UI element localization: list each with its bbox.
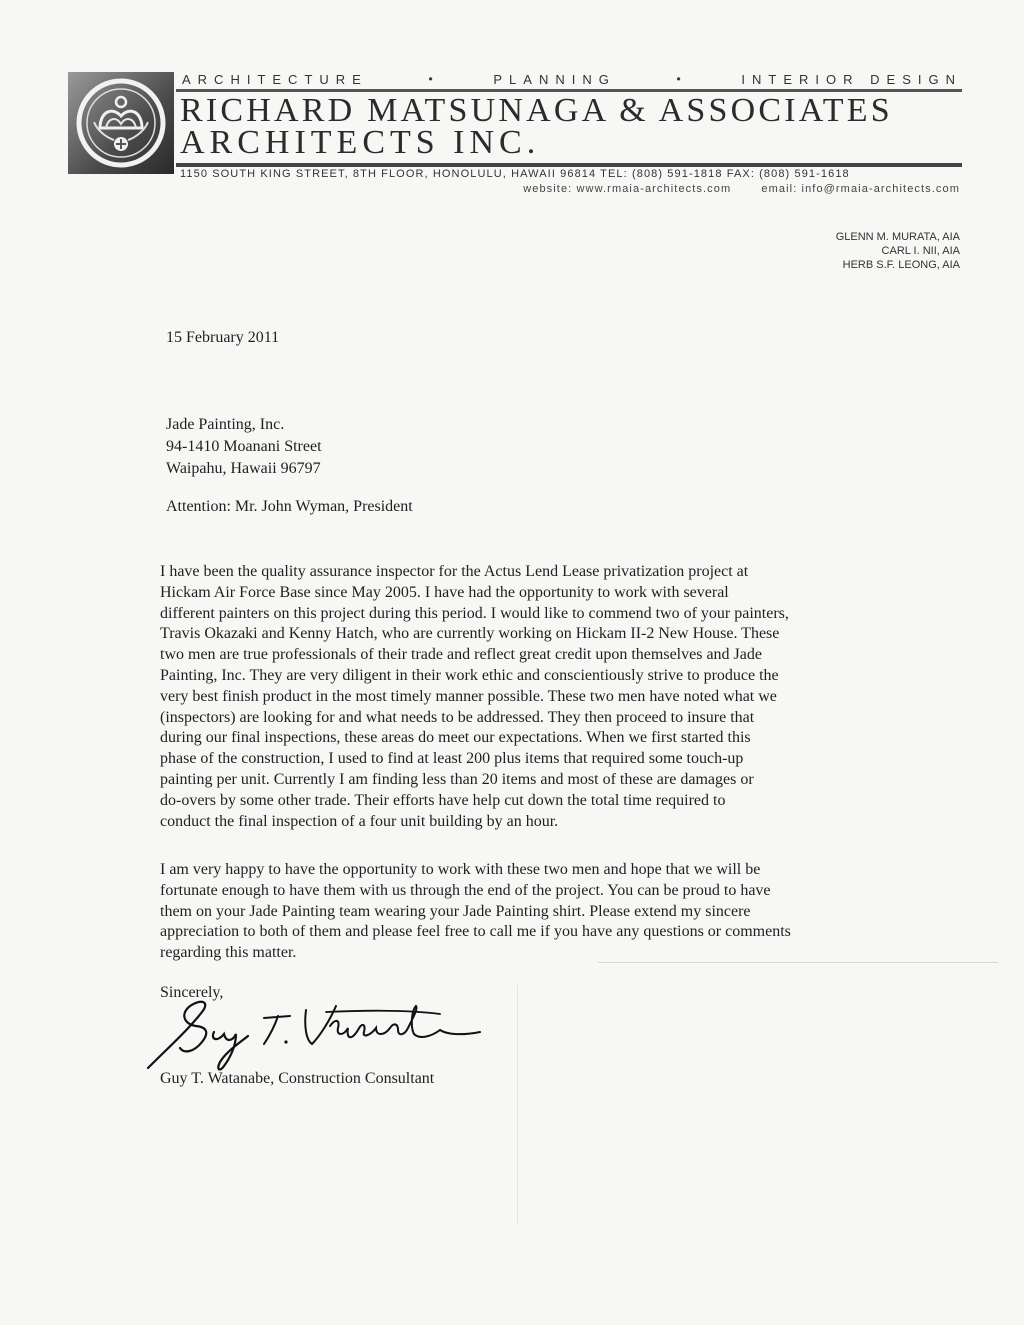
paragraph-line: Painting, Inc. They are very diligent in their work ethic and conscientiously strive to produce the — [160, 666, 779, 684]
paragraph-line: Travis Okazaki and Kenny Hatch, who are currently working on Hickam II-2 New House. These — [160, 625, 780, 643]
recipient-address — [166, 414, 322, 480]
crest-logo-icon — [68, 72, 174, 174]
paragraph-line: regarding this matter. — [160, 944, 297, 962]
paragraph-line: I have been the quality assurance inspector for the Actus Lend Lease privatization project at — [160, 563, 749, 580]
paragraph-line: very best finish product in the most timely manner possible. These two men have noted what we — [160, 687, 777, 705]
handwritten-signature — [140, 996, 500, 1081]
tagline-separator: • — [428, 72, 433, 86]
firm-email: email: info@rmaia-architects.com — [761, 183, 960, 195]
tagline-interior-design: INTERIOR DESIGN — [741, 72, 962, 87]
firm-website: website: www.rmaia-architects.com — [523, 183, 732, 195]
closing: Sincerely, — [160, 984, 224, 1001]
paragraph-line: (inspectors) are looking for and what needs to be addressed. They then proceed to insure that — [160, 708, 755, 726]
scan-artifact-line — [598, 962, 998, 963]
firm-web-contacts — [497, 183, 960, 195]
letterhead-divider-bottom — [176, 163, 962, 167]
paragraph-line: conduct the final inspection of a four unit building by an hour. — [160, 812, 559, 830]
recipient-line: Waipahu, Hawaii 96797 — [166, 460, 321, 477]
paragraph-line: phase of the construction, I used to find at least 200 plus items that required some touch-up — [160, 750, 744, 768]
paragraph-line: appreciation to both of them and please feel free to call me if you have any questions or comments — [160, 923, 791, 941]
paragraph-line: Hickam Air Force Base since May 2005. I have had the opportunity to work with several — [160, 583, 729, 601]
paragraph-line: do-overs by some other trade. Their efforts have help cut down the total time required to — [160, 791, 726, 809]
scan-artifact-line — [517, 985, 518, 1225]
tagline-planning: PLANNING — [493, 72, 616, 87]
firm-name-line2: ARCHITECTS INC. — [180, 124, 541, 161]
body-paragraph-1 — [160, 562, 900, 832]
recipient-line: Jade Painting, Inc. — [166, 416, 285, 433]
partner-name: HERB S.F. LEONG, AIA — [842, 259, 960, 271]
body-paragraph-2 — [160, 860, 904, 964]
firm-address: 1150 SOUTH KING STREET, 8TH FLOOR, HONOLULU, HAWAII 96814 TEL: (808) 591-1818 FAX: (808) 591-1618 — [180, 168, 850, 180]
paragraph-line: different painters on this project during this period. I would like to commend two of your painters, — [160, 604, 789, 622]
tagline-architecture: ARCHITECTURE — [182, 72, 368, 87]
signer-name-title: Guy T. Watanabe, Construction Consultant — [160, 1070, 435, 1087]
paragraph-line: painting per unit. Currently I am finding less than 20 items and most of these are damages or — [160, 770, 754, 788]
recipient-line: 94-1410 Moanani Street — [166, 438, 322, 455]
attention-line: Attention: Mr. John Wyman, President — [166, 498, 413, 515]
paragraph-line: them on your Jade Painting team wearing your Jade Painting shirt. Please extend my sincere — [160, 902, 751, 920]
paragraph-line: fortunate enough to have them with us through the end of the project. You can be proud to have — [160, 881, 771, 899]
paragraph-line: during our final inspections, these areas do meet our expectations. When we first started this — [160, 729, 751, 747]
partner-name: GLENN M. MURATA, AIA — [835, 231, 960, 243]
letter-date: 15 February 2011 — [166, 329, 280, 346]
paragraph-line: two men are true professionals of their trade and reflect great credit upon themselves and Jade — [160, 646, 762, 664]
paragraph-line: I am very happy to have the opportunity to work with these two men and hope that we will be — [160, 861, 761, 878]
letterhead-tagline — [182, 72, 962, 87]
partners-list — [836, 230, 960, 272]
tagline-separator: • — [676, 72, 681, 86]
firm-name: RICHARD MATSUNAGA & ASSOCIATES — [180, 92, 893, 129]
partner-name: CARL I. NII, AIA — [881, 245, 960, 257]
